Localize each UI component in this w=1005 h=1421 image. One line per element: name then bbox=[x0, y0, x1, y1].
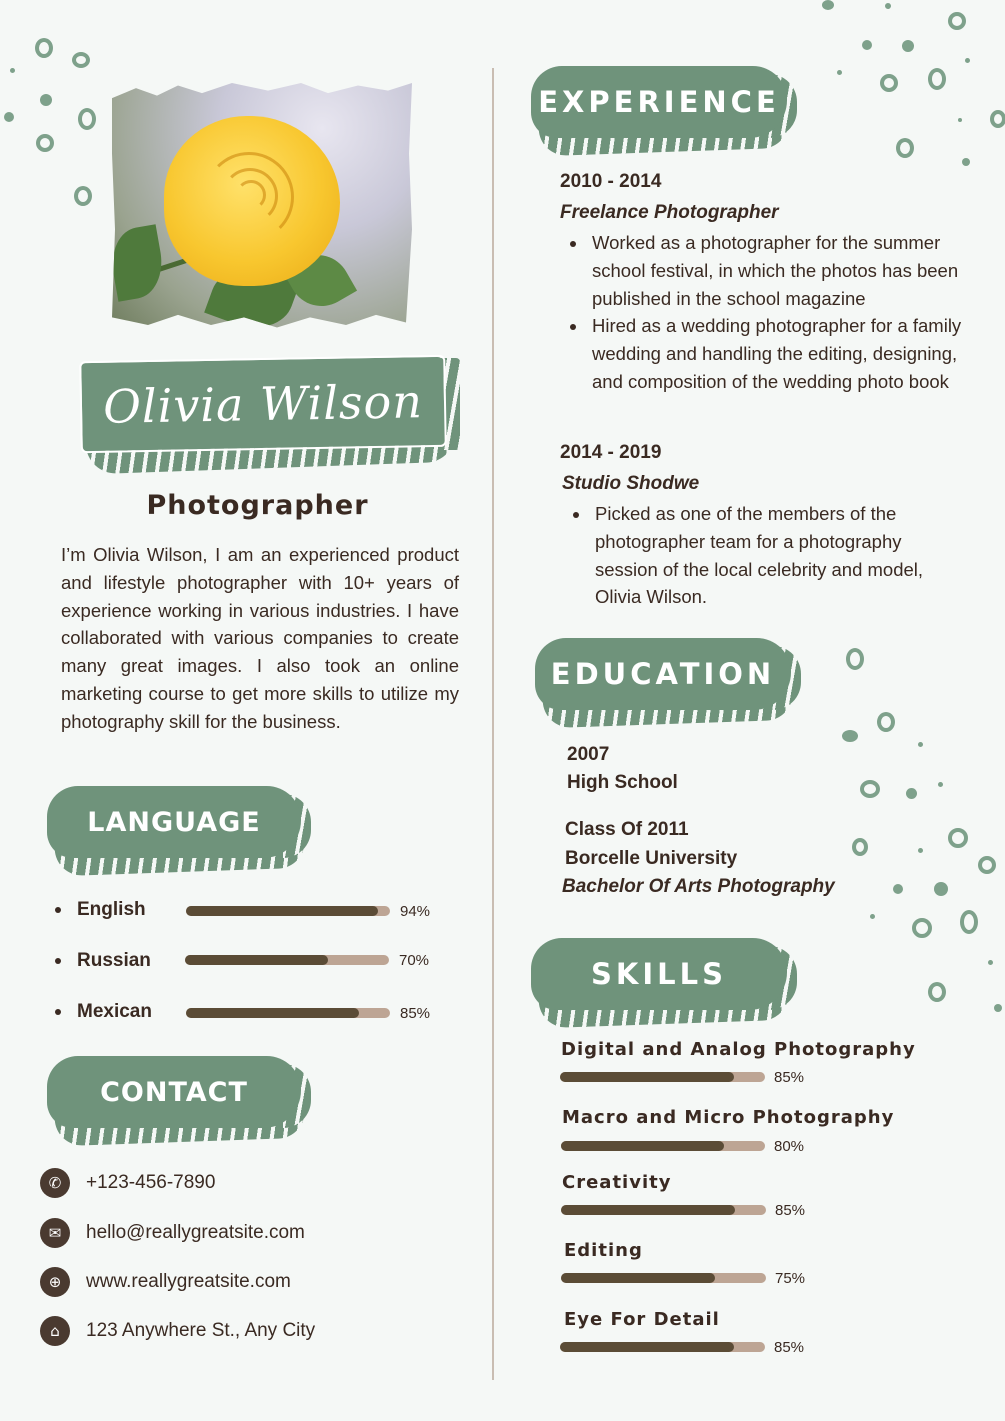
skill-bar-track bbox=[560, 1072, 765, 1082]
skills-section-header bbox=[531, 936, 801, 1028]
column-divider bbox=[492, 68, 494, 1380]
skill-name: Macro and Micro Photography bbox=[562, 1107, 895, 1128]
contact-heading: CONTACT bbox=[100, 1076, 248, 1108]
education-year: 2007 bbox=[567, 744, 610, 765]
website-link[interactable]: www.reallygreatsite.com bbox=[86, 1271, 291, 1292]
skill-bar-fill bbox=[561, 1273, 715, 1283]
skill-bar-track bbox=[561, 1273, 766, 1283]
name-title: Olivia Wilson bbox=[102, 374, 424, 434]
education-year: Class Of 2011 bbox=[565, 819, 689, 840]
language-percent: 94% bbox=[400, 903, 431, 920]
language-percent: 70% bbox=[399, 952, 430, 969]
bullet bbox=[55, 958, 61, 964]
skill-bar-track bbox=[561, 1205, 766, 1215]
skill-percent: 85% bbox=[774, 1339, 805, 1356]
language-bar-fill bbox=[186, 1008, 359, 1018]
skill-name: Editing bbox=[564, 1240, 643, 1261]
language-name: Mexican bbox=[77, 1001, 152, 1022]
bullet bbox=[55, 907, 61, 913]
education-school: High School bbox=[567, 772, 678, 793]
language-item bbox=[55, 949, 151, 973]
street-address: 123 Anywhere St., Any City bbox=[86, 1320, 316, 1341]
experience-heading: EXPERIENCE bbox=[538, 85, 780, 119]
skill-bar-fill bbox=[560, 1072, 734, 1082]
skill-bar-track bbox=[560, 1342, 765, 1352]
experience-bullet: Picked as one of the members of the photographer team for a photography session of the local celebrity and model, Olivia Wilson. bbox=[563, 500, 963, 611]
skill-name: Creativity bbox=[562, 1172, 672, 1193]
phone-icon: ✆ bbox=[40, 1168, 70, 1198]
home-icon: ⌂ bbox=[40, 1316, 70, 1346]
language-bar-fill bbox=[185, 955, 328, 965]
phone-number[interactable]: +123-456-7890 bbox=[86, 1172, 216, 1193]
language-name: English bbox=[77, 899, 146, 920]
name-banner bbox=[82, 352, 462, 470]
skill-bar-fill bbox=[561, 1141, 724, 1151]
language-bar-track bbox=[186, 906, 390, 916]
skill-name: Eye For Detail bbox=[564, 1309, 720, 1330]
bullet bbox=[55, 1009, 61, 1015]
about-paragraph: I’m Olivia Wilson, I am an experienced product and lifestyle photographer with 10+ years of experience working in various industries. I have collaborated with various companies to create many great images. I also took an online marketing course to get more skills to utilize my photography skill for the business. bbox=[61, 544, 459, 732]
skill-percent: 85% bbox=[774, 1069, 805, 1086]
experience-section-header bbox=[531, 64, 801, 156]
role-title: Photographer bbox=[146, 490, 369, 521]
experience-date: 2010 - 2014 bbox=[560, 171, 662, 192]
experience-title: Studio Shodwe bbox=[562, 473, 700, 494]
education-heading: EDUCATION bbox=[550, 657, 776, 691]
experience-bullet: Worked as a photographer for the summer school festival, in which the photos has been published in the school magazine bbox=[560, 229, 970, 312]
experience-bullet: Hired as a wedding photographer for a family wedding and handling the editing, designing, and composition of the wedding photo book bbox=[560, 312, 970, 395]
language-item bbox=[55, 1000, 152, 1024]
skill-percent: 75% bbox=[775, 1270, 806, 1287]
email-address[interactable]: hello@reallygreatsite.com bbox=[86, 1222, 305, 1243]
language-heading: LANGUAGE bbox=[87, 806, 261, 838]
language-percent: 85% bbox=[400, 1005, 431, 1022]
skill-bar-fill bbox=[561, 1205, 735, 1215]
profile-photo bbox=[112, 78, 412, 330]
education-school: Borcelle University bbox=[565, 848, 738, 869]
skill-bar-track bbox=[561, 1141, 765, 1151]
skill-percent: 85% bbox=[775, 1202, 806, 1219]
contact-email bbox=[40, 1218, 305, 1248]
yellow-rose-icon bbox=[164, 116, 340, 286]
mail-icon: ✉ bbox=[40, 1218, 70, 1248]
experience-title: Freelance Photographer bbox=[560, 202, 779, 223]
language-bar-track bbox=[185, 955, 389, 965]
experience-bullets bbox=[563, 500, 963, 611]
contact-section-header bbox=[47, 1054, 315, 1146]
globe-icon: ⊕ bbox=[40, 1267, 70, 1297]
education-degree: Bachelor Of Arts Photography bbox=[562, 876, 835, 897]
skills-heading: SKILLS bbox=[591, 957, 727, 991]
education-section-header bbox=[535, 636, 805, 728]
contact-phone bbox=[40, 1168, 215, 1198]
language-item bbox=[55, 898, 146, 922]
experience-date: 2014 - 2019 bbox=[560, 442, 662, 463]
contact-address bbox=[40, 1316, 315, 1346]
skill-bar-fill bbox=[560, 1342, 734, 1352]
skill-percent: 80% bbox=[774, 1138, 805, 1155]
language-name: Russian bbox=[77, 950, 151, 971]
language-section-header bbox=[47, 784, 315, 876]
contact-website bbox=[40, 1267, 291, 1297]
skill-name: Digital and Analog Photography bbox=[561, 1039, 916, 1060]
language-bar-fill bbox=[186, 906, 378, 916]
language-bar-track bbox=[186, 1008, 390, 1018]
experience-bullets bbox=[560, 229, 970, 396]
